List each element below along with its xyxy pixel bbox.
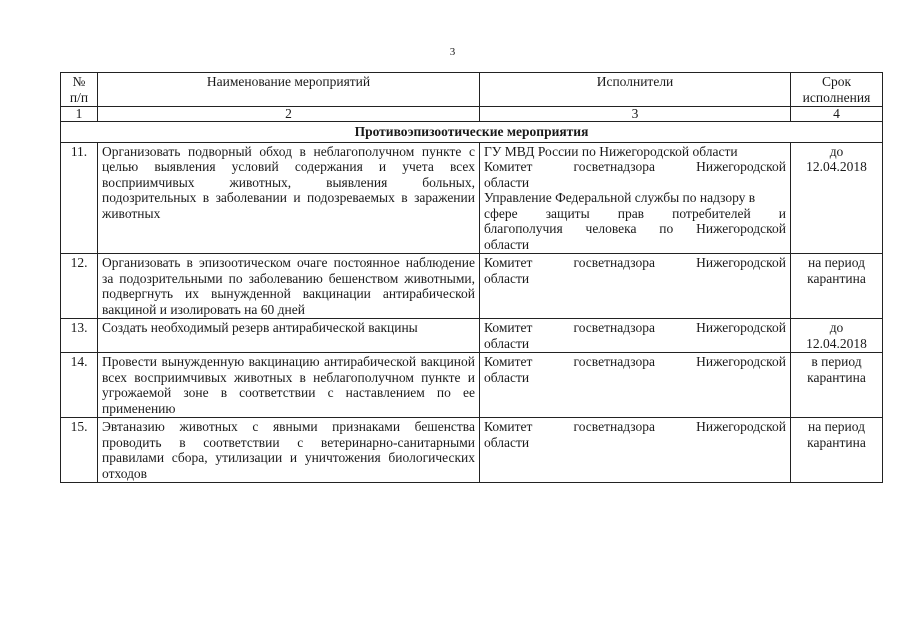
executor-line: ГУ МВД России по Нижегородской области bbox=[484, 143, 738, 159]
header-term-line-2: исполнения bbox=[802, 89, 871, 105]
executor-line: Комитет госветнадзора Нижегородской bbox=[484, 320, 786, 335]
section-title: Противоэпизоотические мероприятия bbox=[61, 122, 883, 143]
header-term bbox=[791, 73, 883, 107]
term-line: до bbox=[829, 143, 844, 159]
header-name: Наименование мероприятий bbox=[98, 73, 480, 107]
activity-executors bbox=[480, 353, 791, 418]
activity-term bbox=[791, 254, 883, 319]
header-term-line-1: Срок bbox=[821, 74, 852, 89]
header-number-line-1: № bbox=[72, 74, 86, 89]
term-line: в период bbox=[811, 354, 862, 369]
executor-line: Комитет госветнадзора Нижегородской bbox=[484, 159, 786, 174]
term-line: карантина bbox=[807, 434, 866, 450]
header-number bbox=[61, 73, 98, 107]
table-row bbox=[61, 254, 883, 319]
executor-line: Управление Федеральной службы по надзору в bbox=[484, 190, 756, 205]
page-number: 3 bbox=[449, 46, 456, 58]
activity-name: Эвтаназию животных с явными признаками бешенства проводить в соответствии с ветеринарно-санитарными правилами сбора, утилизации и уничтожения биологических отходов bbox=[98, 418, 480, 483]
table-row bbox=[61, 142, 883, 254]
activity-term bbox=[791, 353, 883, 418]
activity-executors bbox=[480, 254, 791, 319]
column-number: 4 bbox=[791, 107, 883, 122]
row-number: 12. bbox=[61, 254, 98, 319]
term-line: 12.04.2018 bbox=[806, 335, 867, 351]
table-row bbox=[61, 319, 883, 353]
term-line: на период bbox=[807, 419, 865, 434]
executor-line: области bbox=[484, 270, 530, 286]
term-line: карантина bbox=[807, 369, 866, 385]
activity-executors bbox=[480, 142, 791, 254]
activity-executors bbox=[480, 319, 791, 353]
executor-line: области bbox=[484, 434, 530, 450]
activity-name: Организовать в эпизоотическом очаге постоянное наблюдение за подозрительными по заболеванию бешенством животными, подвергнуть их вынужденной вакцинации антирабической вакциной и изолировать на 60 дней bbox=[98, 254, 480, 319]
executor-line: области bbox=[484, 369, 530, 385]
term-line: 12.04.2018 bbox=[806, 159, 867, 174]
activities-table bbox=[60, 72, 883, 483]
column-number: 1 bbox=[61, 107, 98, 122]
term-line: до bbox=[829, 320, 844, 335]
executor-line: Комитет госветнадзора Нижегородской bbox=[484, 255, 786, 270]
header-number-line-2: п/п bbox=[69, 89, 89, 105]
executor-line: области bbox=[484, 335, 530, 351]
row-number: 11. bbox=[61, 142, 98, 254]
activity-term bbox=[791, 319, 883, 353]
term-line: на период bbox=[807, 255, 865, 270]
table-row bbox=[61, 418, 883, 483]
column-number: 2 bbox=[98, 107, 480, 122]
term-line: карантина bbox=[807, 270, 866, 286]
header-executors: Исполнители bbox=[480, 73, 791, 107]
table-row bbox=[61, 353, 883, 418]
activity-name: Создать необходимый резерв антирабической вакцины bbox=[98, 319, 480, 353]
row-number: 13. bbox=[61, 319, 98, 353]
activity-name: Организовать подворный обход в неблагополучном пункте с целью выявления условий содержания и учета всех восприимчивых животных, выявления больных, подозрительных в заболевании и подозреваемых в заражении животных bbox=[98, 142, 480, 254]
column-number: 3 bbox=[480, 107, 791, 122]
executor-line: Комитет госветнадзора Нижегородской bbox=[484, 419, 786, 434]
row-number: 14. bbox=[61, 353, 98, 418]
header-row bbox=[61, 73, 883, 107]
activity-name: Провести вынужденную вакцинацию антирабической вакциной всех восприимчивых животных в неблагополучном пункте и угрожаемой зоне в соответствии с наставлением по ее применению bbox=[98, 353, 480, 418]
executor-line: сфере защиты прав потребителей и bbox=[484, 205, 786, 221]
section-row bbox=[61, 122, 883, 143]
executor-line: благополучия человека по Нижегородской bbox=[484, 221, 786, 236]
executor-line: области bbox=[484, 236, 530, 252]
executor-line: области bbox=[484, 174, 530, 190]
column-numbers-row bbox=[61, 107, 883, 122]
executor-line: Комитет госветнадзора Нижегородской bbox=[484, 354, 786, 369]
row-number: 15. bbox=[61, 418, 98, 483]
activity-term bbox=[791, 142, 883, 254]
activity-executors bbox=[480, 418, 791, 483]
activity-term bbox=[791, 418, 883, 483]
